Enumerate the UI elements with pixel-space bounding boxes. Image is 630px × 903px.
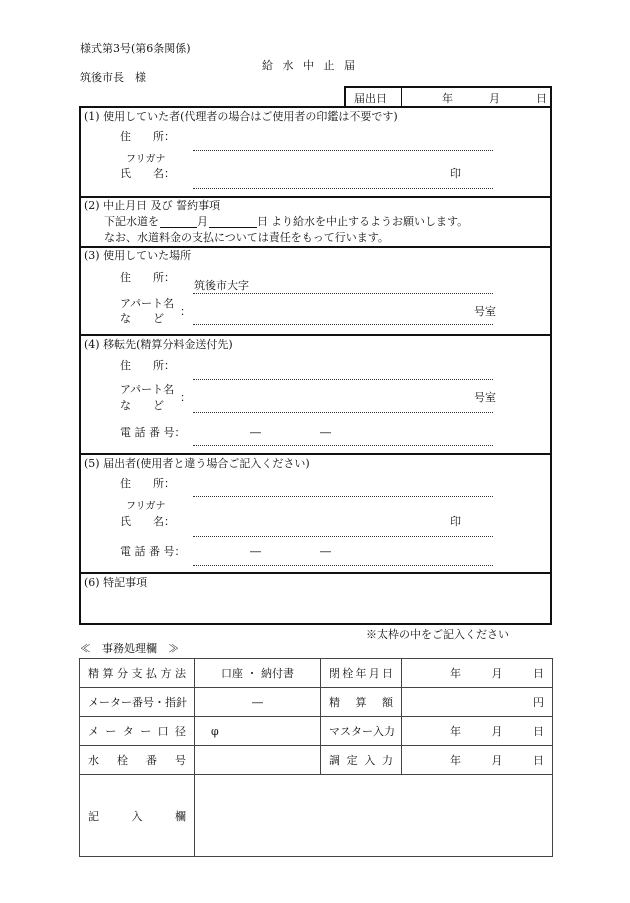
settlement-amount-label: 精 算 額 bbox=[321, 688, 402, 717]
settlement-amount-value[interactable]: 円 bbox=[402, 688, 553, 717]
section4-phone-dash: ― bbox=[250, 426, 261, 439]
meter-number-value[interactable]: ― bbox=[195, 688, 321, 717]
date-year: 年 bbox=[442, 92, 453, 105]
stop-day-field[interactable] bbox=[209, 227, 257, 228]
section4-apt-label-2: な ど bbox=[120, 399, 164, 412]
section5-phone-dash: ― bbox=[250, 545, 261, 558]
date-month: 月 bbox=[489, 92, 500, 105]
table-row bbox=[80, 659, 553, 688]
form-title: 給 水 中 止 届 bbox=[262, 59, 358, 72]
section-divider bbox=[79, 572, 552, 574]
section-divider bbox=[79, 453, 552, 455]
meter-number-label: メーター番号・指針 bbox=[80, 688, 195, 717]
section6-heading: (6) 特記事項 bbox=[84, 576, 148, 589]
section1-heading: (1) 使用していた者(代理者の場合はご使用者の印鑑は不要です) bbox=[84, 110, 398, 123]
assessment-input-value[interactable]: 年 月 日 bbox=[402, 746, 553, 775]
fill-in-note: ※太枠の中をご記入ください bbox=[366, 628, 509, 641]
closing-date-label: 閉栓年月日 bbox=[321, 659, 402, 688]
section5-name-label: 氏 名： bbox=[120, 515, 175, 528]
section2-day: 日 bbox=[257, 215, 268, 228]
section4-room: 号室 bbox=[474, 391, 496, 404]
section1-seal-mark: 印 bbox=[450, 167, 461, 180]
table-row bbox=[80, 775, 553, 857]
master-input-value[interactable]: 年 月 日 bbox=[402, 717, 553, 746]
table-row bbox=[80, 746, 553, 775]
master-input-label: マスター入力 bbox=[321, 717, 402, 746]
section3-address-field[interactable] bbox=[193, 293, 493, 294]
section-divider bbox=[79, 196, 552, 198]
meter-diameter-value[interactable]: φ bbox=[195, 717, 321, 746]
filing-date-label: 届出日 bbox=[354, 92, 387, 105]
section5-phone-field[interactable] bbox=[193, 565, 493, 566]
meter-diameter-label: メーター口径 bbox=[80, 717, 195, 746]
faucet-number-value[interactable] bbox=[195, 746, 321, 775]
section-divider bbox=[79, 246, 552, 248]
section5-name-field[interactable] bbox=[193, 536, 493, 537]
section3-apt-field[interactable] bbox=[193, 324, 493, 325]
section1-address-field[interactable] bbox=[193, 150, 493, 151]
section1-name-label: 氏 名： bbox=[120, 167, 175, 180]
section5-address-field[interactable] bbox=[193, 496, 493, 497]
entry-field[interactable] bbox=[195, 775, 553, 857]
faucet-number-label: 水栓番号 bbox=[80, 746, 195, 775]
section4-apt-label: アパート名 bbox=[120, 383, 175, 396]
entry-field-label: 記入欄 bbox=[80, 775, 195, 857]
section3-heading: (3) 使用していた場所 bbox=[84, 249, 192, 262]
form-number: 様式第3号(第6条関係) bbox=[80, 42, 191, 55]
date-divider bbox=[401, 87, 402, 107]
section4-phone-field[interactable] bbox=[193, 445, 493, 446]
section1-address-label: 住 所： bbox=[120, 130, 175, 143]
section2-line1-suffix: より給水を中止するようお願いします。 bbox=[271, 215, 469, 228]
section4-colon: ： bbox=[180, 391, 191, 404]
section3-address-value: 筑後市大字 bbox=[194, 279, 249, 292]
section2-line2: なお、水道料金の支払については責任をもって行います。 bbox=[104, 231, 389, 244]
section5-furigana-label: フリガナ bbox=[126, 501, 166, 512]
section3-room: 号室 bbox=[474, 305, 496, 318]
section3-colon: ： bbox=[180, 305, 191, 318]
closing-date-value[interactable]: 年 月 日 bbox=[402, 659, 553, 688]
section4-phone-dash: ― bbox=[320, 426, 331, 439]
section3-address-label: 住 所： bbox=[120, 271, 175, 284]
section2-heading: (2) 中止月日 及び 誓約事項 bbox=[84, 199, 221, 212]
stop-month-field[interactable] bbox=[160, 227, 197, 228]
section-divider bbox=[79, 334, 552, 336]
assessment-input-label: 調定入力 bbox=[321, 746, 402, 775]
section1-furigana-label: フリガナ bbox=[126, 154, 166, 165]
payment-method-value[interactable]: 口座 ・ 納付書 bbox=[195, 659, 321, 688]
section4-phone-label: 電 話 番 号： bbox=[120, 426, 186, 439]
section5-address-label: 住 所： bbox=[120, 477, 175, 490]
addressee: 筑後市長 様 bbox=[80, 71, 146, 84]
section4-heading: (4) 移転先(精算分料金送付先) bbox=[84, 338, 233, 351]
date-day: 日 bbox=[536, 92, 547, 105]
office-use-table bbox=[79, 658, 553, 857]
payment-method-label: 精算分支払方法 bbox=[80, 659, 195, 688]
section1-name-field[interactable] bbox=[193, 188, 493, 189]
section2-line1-prefix: 下記水道を bbox=[104, 215, 159, 228]
table-row bbox=[80, 688, 553, 717]
section4-address-label: 住 所： bbox=[120, 359, 175, 372]
section5-phone-label: 電 話 番 号： bbox=[120, 545, 186, 558]
office-use-heading: ≪ 事務処理欄 ≫ bbox=[80, 642, 179, 655]
section3-apt-label-2: な ど bbox=[120, 312, 164, 325]
section5-heading: (5) 届出者(使用者と違う場合ご記入ください) bbox=[84, 457, 310, 470]
section2-month: 月 bbox=[197, 215, 208, 228]
section4-address-field[interactable] bbox=[193, 379, 493, 380]
table-row bbox=[80, 717, 553, 746]
section5-phone-dash: ― bbox=[320, 545, 331, 558]
special-notes-field[interactable] bbox=[82, 592, 549, 622]
section4-apt-field[interactable] bbox=[193, 412, 493, 413]
section3-apt-label: アパート名 bbox=[120, 297, 175, 310]
section5-seal-mark: 印 bbox=[450, 515, 461, 528]
